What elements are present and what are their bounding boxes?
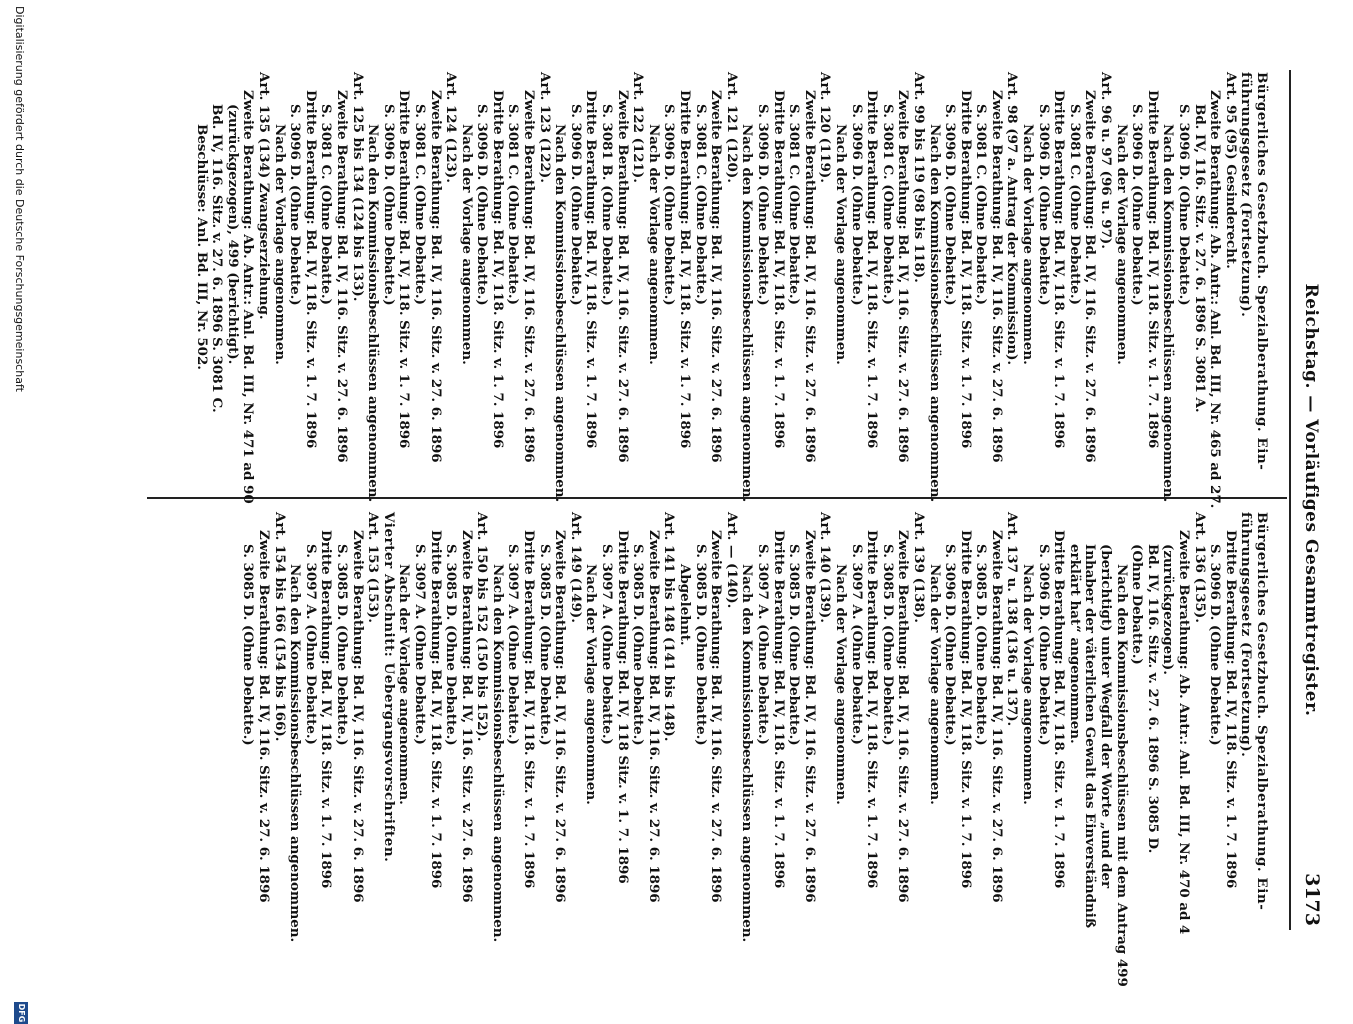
- register-line: (berichtigt) unter Wegfall der Worte „und der: [1098, 544, 1115, 889]
- register-line: Zweite Berathung: Bd. IV, 116. Sitz. v. 27. 6. 1896: [333, 90, 350, 463]
- article-heading: Art. 154 bis 166 (154 bis 166).: [271, 512, 288, 742]
- register-line: Zweite Berathung: Bd. IV, 116. Sitz. v. 27. 6. 1896: [708, 530, 725, 903]
- register-line: Nach den Kommissionsbeschlüssen angenommen.: [287, 564, 304, 943]
- register-line: S. 3085 D. (Ohne Debatte.): [333, 544, 350, 746]
- article-heading: Art. 122 (121).: [630, 72, 647, 183]
- register-line: Dritte Berathung: Bd. IV, 118. Sitz. v. 1. 7. 1896: [1051, 90, 1068, 449]
- article-heading: Art. 140 (139).: [817, 512, 834, 623]
- register-line: Nach der Vorlage angenommen.: [1020, 564, 1037, 805]
- register-line: S. 3081 B. (Ohne Debatte.): [599, 104, 616, 306]
- register-line: Dritte Berathung: Bd. IV, 118. Sitz. v. 1. 7. 1896: [864, 90, 881, 449]
- register-line: Zweite Berathung: Ab. Antr.: Anl. Bd. III, Nr. 471 ad 90: [240, 90, 257, 504]
- register-line: Dritte Berathung: Bd. IV, 118. Sitz. v. 1. 7. 1896: [521, 530, 538, 889]
- register-line: S. 3081 C. (Ohne Debatte.): [692, 104, 709, 305]
- article-heading: Art. 123 (122).: [536, 72, 553, 183]
- register-line: S. 3085 D. (Ohne Debatte.): [786, 544, 803, 746]
- register-line: Abgelehnt.: [677, 564, 694, 646]
- running-title: Reichstag. — Vorläufiges Gesammtregister.: [1301, 283, 1321, 717]
- register-line: S. 3096 D. (Ohne Debatte.): [1207, 544, 1224, 746]
- register-line: S. 3081 C. (Ohne Debatte.): [1066, 104, 1083, 305]
- article-heading: Art. 141 bis 148 (141 bis 148).: [661, 512, 678, 742]
- register-line: S. 3081 C. (Ohne Debatte.): [318, 104, 335, 305]
- register-line: S. 3085 D. (Ohne Debatte.): [630, 544, 647, 746]
- article-heading: Art. 120 (119).: [817, 72, 834, 183]
- register-line: Inhaber der väterlichen Gewalt das Einverständniß: [1082, 544, 1099, 929]
- register-line: Zweite Berathung: Bd. IV, 116. Sitz. v. 27. 6. 1896: [521, 90, 538, 463]
- register-line: Dritte Berathung: Bd. IV, 118. Sitz. v. 1. 7. 1896: [427, 530, 444, 889]
- register-line: Zweite Berathung: Bd. IV, 116. Sitz. v. 27. 6. 1896: [645, 530, 662, 903]
- register-line: Nach den Kommissionsbeschlüssen angenommen.: [1160, 124, 1177, 503]
- register-line: Zweite Berathung: Ab. Antr.: Anl. Bd. III, Nr. 470 ad 4: [1176, 530, 1193, 935]
- register-line: Zweite Berathung: Bd. IV, 116. Sitz. v. 27. 6. 1896: [349, 530, 366, 903]
- register-line: Dritte Berathung: Bd. IV, 118. Sitz. v. 1. 7. 1896: [957, 530, 974, 889]
- register-line: Zweite Berathung: Bd. IV, 116. Sitz. v. 27. 6. 1896: [256, 530, 272, 903]
- register-line: Zweite Berathung: Bd. IV, 116. Sitz. v. 27. 6. 1896: [708, 90, 725, 463]
- register-line: Nach den Kommissionsbeschlüssen mit dem Antrag 499: [1113, 564, 1130, 987]
- register-line: Zweite Berathung: Bd. IV, 116. Sitz. v. 27. 6. 1896: [614, 90, 631, 463]
- register-line: Zweite Berathung: Bd. IV, 116. Sitz. v. 27. 6. 1896: [1082, 90, 1099, 463]
- register-line: S. 3081 C. (Ohne Debatte.): [879, 104, 896, 305]
- register-line: Nach der Vorlage angenommen.: [926, 564, 943, 805]
- article-heading: Art. 95 (95) Gesinderecht.: [1222, 72, 1239, 269]
- register-line: Nach der Vorlage angenommen.: [396, 564, 413, 805]
- article-heading: Art. 136 (135).: [1191, 512, 1208, 623]
- article-heading: Art. 125 bis 134 (124 bis 133).: [349, 72, 366, 302]
- register-line: Nach der Vorlage angenommen.: [583, 564, 600, 805]
- register-line: Nach der Vorlage angenommen.: [832, 564, 849, 805]
- article-heading: Art. 124 (123).: [443, 72, 460, 183]
- register-line: S. 3081 C. (Ohne Debatte.): [505, 104, 522, 305]
- article-heading: Art. 149 (149).: [567, 512, 584, 623]
- article-heading: Art. 96 u. 97 (96 u. 97).: [1098, 72, 1115, 249]
- register-line: Zweite Berathung: Bd. IV, 116. Sitz. v. 27. 6. 1896: [458, 530, 475, 903]
- register-line: Bd. IV, 116. Sitz. v. 27. 6. 1896 S. 3081 A.: [1191, 104, 1208, 413]
- register-line: Dritte Berathung: Bd. IV, 118. Sitz. v. 1. 7. 1896: [677, 90, 694, 449]
- register-line: S. 3096 D. (Ohne Debatte.): [474, 104, 491, 306]
- register-line: S. 3096 D. (Ohne Debatte.): [942, 544, 959, 746]
- register-line: Bd. IV, 116. Sitz. v. 27. 6. 1896 S. 3085 D.: [1144, 544, 1161, 854]
- register-line: S. 3081 C. (Ohne Debatte.): [411, 104, 428, 305]
- article-heading: Art. 99 bis 119 (98 bis 118).: [910, 72, 927, 283]
- register-line: Zweite Berathung: Bd. IV, 116. Sitz. v. 27. 6. 1896: [988, 530, 1005, 903]
- register-line: Dritte Berathung: Bd. IV, 118. Sitz. v. 1. 7. 1896: [957, 90, 974, 449]
- register-line: Nach den Kommissionsbeschlüssen angenommen.: [489, 564, 506, 943]
- register-line: Nach der Vorlage angenommen.: [1020, 124, 1037, 365]
- register-line: Dritte Berathung: Bd. IV, 118. Sitz. v. 1. 7. 1896: [864, 530, 881, 889]
- register-line: Nach den Kommissionsbeschlüssen angenommen.: [552, 124, 569, 503]
- register-line: Bd. IV, 116. Sitz. v. 27. 6. 1896 S. 3081 C.: [209, 104, 226, 413]
- register-line: Nach der Vorlage angenommen.: [458, 124, 475, 365]
- register-line: Nach der Vorlage angenommen.: [832, 124, 849, 365]
- register-line: Dritte Berathung: Bd. IV, 118. Sitz. v. 1. 7. 1896: [302, 90, 319, 449]
- register-line: S. 3096 D. (Ohne Debatte.): [1176, 104, 1193, 306]
- register-line: Dritte Berathung: Bd. IV, 118. Sitz. v. 1. 7. 1896: [770, 90, 787, 449]
- register-line: (Ohne Debatte.): [1129, 544, 1146, 665]
- register-line: S. 3085 D. (Ohne Debatte.): [879, 544, 896, 746]
- register-line: S. 3097 A. (Ohne Debatte.): [302, 544, 319, 745]
- register-line: S. 3096 D. (Ohne Debatte.): [567, 104, 584, 306]
- register-line: Dritte Berathung: Bd. IV, 118 Sitz. v. 1. 7. 1896: [614, 530, 631, 884]
- register-line: Zweite Berathung: Ab. Antr.: Anl. Bd. III, Nr. 465 ad 27.: [1207, 90, 1224, 509]
- footer-credit: Digitalisierung gefördert durch die Deutsche Forschungsgemeinschaft: [13, 6, 26, 392]
- register-line: Bürgerliches Gesetzbuch. Spezialberathung. Ein-: [1254, 512, 1270, 911]
- right-column: [240, 512, 1270, 987]
- register-line: Dritte Berathung: Bd. IV, 118. Sitz. v. 1. 7. 1896: [1222, 530, 1239, 889]
- register-line: S. 3081 C. (Ohne Debatte.): [786, 104, 803, 305]
- register-line: führungsgesetz (Fortsetzung).: [1238, 512, 1255, 758]
- register-line: S. 3096 D. (Ohne Debatte.): [848, 104, 865, 306]
- page-number: 3173: [1301, 873, 1323, 926]
- article-heading: Art. 150 bis 152 (150 bis 152).: [474, 512, 491, 742]
- register-line: Zweite Berathung: Bd. IV, 116. Sitz. v. 27. 6. 1896: [552, 530, 569, 903]
- register-line: S. 3096 D. (Ohne Debatte.): [942, 104, 959, 306]
- register-line: Zweite Berathung: Bd. IV, 116. Sitz. v. 27. 6. 1896: [801, 530, 818, 903]
- column-divider: [147, 497, 1287, 499]
- register-line: Nach den Kommissionsbeschlüssen angenommen.: [739, 124, 756, 503]
- article-heading: Art. 121 (120).: [723, 72, 740, 183]
- register-line: S. 3085 D. (Ohne Debatte.): [536, 544, 553, 746]
- register-line: Dritte Berathung: Bd. IV, 118. Sitz. v. 1. 7. 1896: [396, 90, 413, 449]
- register-line: S. 3096 D. (Ohne Debatte.): [1129, 104, 1146, 306]
- register-line: S. 3096 D. (Ohne Debatte.): [661, 104, 678, 306]
- register-line: (zurückgezogen), 499 (berichtigt).: [224, 104, 241, 365]
- register-line: S. 3096 D. (Ohne Debatte.): [755, 104, 771, 306]
- register-line: S. 3096 D. (Ohne Debatte.): [287, 104, 304, 306]
- register-line: Nach den Kommissionsbeschlüssen angenommen.: [926, 124, 943, 503]
- dfg-logo-icon: DFG: [14, 1002, 28, 1024]
- article-heading: Art. 139 (138).: [910, 512, 927, 623]
- register-line: S. 3085 D. (Ohne Debatte.): [240, 544, 257, 746]
- register-line: Dritte Berathung: Bd. IV, 118. Sitz. v. 1. 7. 1896: [770, 530, 787, 889]
- register-line: S. 3085 D. (Ohne Debatte.): [692, 544, 709, 746]
- register-line: S. 3097 A. (Ohne Debatte.): [755, 544, 771, 745]
- register-line: Nach den Kommissionsbeschlüssen angenommen.: [739, 564, 756, 943]
- article-heading: Art. — (140).: [723, 512, 740, 609]
- register-line: Nach der Vorlage angenommen.: [1113, 124, 1130, 365]
- register-line: S. 3096 D. (Ohne Debatte.): [1035, 104, 1052, 306]
- register-line: S. 3096 D. (Ohne Debatte.): [380, 104, 397, 306]
- register-line: S. 3097 A. (Ohne Debatte.): [599, 544, 616, 745]
- article-heading: Art. 98 (97 a. Antrag der Kommission).: [1004, 72, 1021, 366]
- register-line: S. 3085 D. (Ohne Debatte.): [973, 544, 990, 746]
- register-line: Dritte Berathung: Bd. IV, 118. Sitz. v. 1. 7. 1896: [489, 90, 506, 449]
- article-heading: Art. 137 u. 138 (136 u. 137).: [1004, 512, 1021, 727]
- register-line: Nach der Vorlage angenommen.: [271, 124, 288, 365]
- register-line: Bürgerliches Gesetzbuch. Spezialberathung. Ein-: [1254, 72, 1270, 471]
- register-line: (zurückgezogen).: [1160, 544, 1177, 675]
- register-line: Zweite Berathung: Bd. IV, 116. Sitz. v. 27. 6. 1896: [801, 90, 818, 463]
- left-column: [193, 72, 1270, 509]
- register-line: Zweite Berathung: Bd. IV, 116. Sitz. v. 27. 6. 1896: [895, 90, 912, 463]
- register-line: S. 3097 A. (Ohne Debatte.): [848, 544, 865, 745]
- register-line: Zweite Berathung: Bd. IV, 116. Sitz. v. 27. 6. 1896: [988, 90, 1005, 463]
- register-line: Vierter Abschnitt: Uebergangsvorschriften.: [380, 512, 397, 863]
- register-line: erklärt hat“ angenommen.: [1066, 544, 1083, 744]
- register-line: Beschlüsse: Anl. Bd. III, Nr. 502.: [193, 124, 210, 370]
- register-line: Nach der Vorlage angenommen.: [645, 124, 662, 365]
- register-line: S. 3096 D. (Ohne Debatte.): [1035, 544, 1052, 746]
- article-heading: Art. 135 (134) Zwangserziehung.: [256, 72, 272, 320]
- register-line: S. 3081 C. (Ohne Debatte.): [973, 104, 990, 305]
- register-line: Dritte Berathung: Bd. IV, 118. Sitz. v. 1. 7. 1896: [1051, 530, 1068, 889]
- register-line: Dritte Berathung: Bd. IV, 118. Sitz. v. 1. 7. 1896: [318, 530, 335, 889]
- page-header: [1289, 70, 1323, 930]
- register-line: Zweite Berathung: Bd. IV, 116. Sitz. v. 27. 6. 1896: [895, 530, 912, 903]
- register-line: S. 3085 D. (Ohne Debatte.): [443, 544, 460, 746]
- register-line: Zweite Berathung: Bd. IV, 116. Sitz. v. 27. 6. 1896: [427, 90, 444, 463]
- register-line: Dritte Berathung: Bd. IV, 118. Sitz. v. 1. 7. 1896: [583, 90, 600, 449]
- register-line: S. 3097 A. (Ohne Debatte.): [505, 544, 522, 745]
- register-line: führungsgesetz (Fortsetzung).: [1238, 72, 1255, 318]
- register-line: S. 3097 A. (Ohne Debatte.): [411, 544, 428, 745]
- register-line: Dritte Berathung: Bd. IV, 118. Sitz. v. 1. 7. 1896: [1144, 90, 1161, 449]
- register-line: Nach den Kommissionsbeschlüssen angenommen.: [365, 124, 382, 503]
- article-heading: Art. 153 (153).: [365, 512, 382, 623]
